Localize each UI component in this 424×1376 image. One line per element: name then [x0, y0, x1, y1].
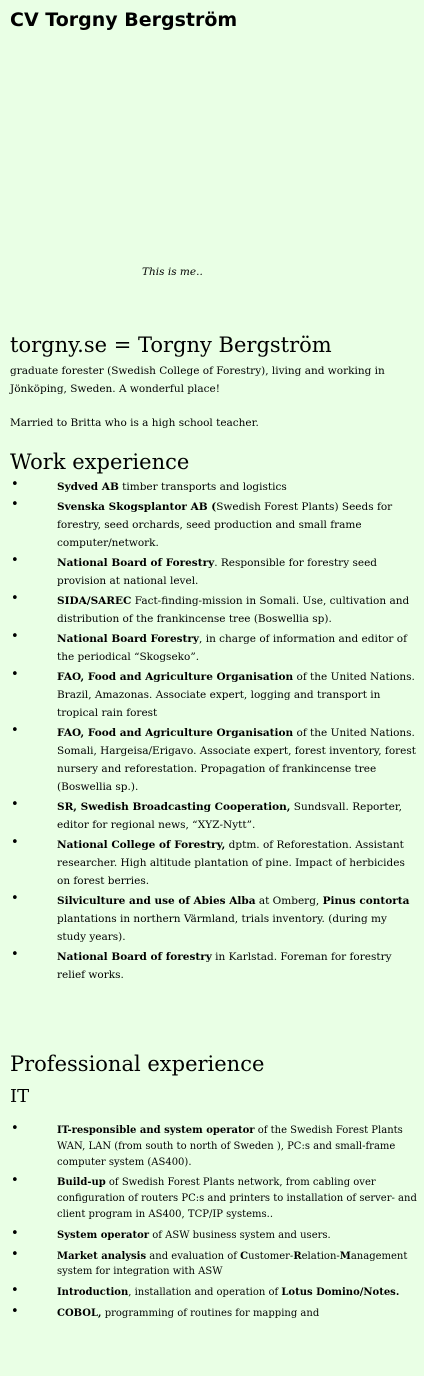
- item-text: in Karlstad. Foreman for forestry relief works.: [57, 951, 392, 981]
- item-text-2: ustomer-: [248, 1250, 294, 1262]
- list-item: [0, 1123, 424, 1170]
- item-text: of the United Nations. Somali, Hargeisa/Erigavo. Associate expert, forest inventory, forest nursery and reforestation. Propagation of frankincense tree (Boswellia sp.).: [57, 727, 416, 793]
- item-text: of Swedish Forest Plants network, from cabling over configuration of routers PC:s and printers to installation of server- and client program in AS400, TCP/IP systems..: [57, 1177, 417, 1220]
- profile-photo: [10, 40, 310, 260]
- list-item: [0, 498, 424, 552]
- item-title-2: C: [240, 1250, 249, 1262]
- item-text: timber transports and logistics: [118, 481, 287, 493]
- married-text: Married to Britta who is a high school teacher.: [10, 417, 259, 429]
- item-title: Silviculture and use of Abies Alba: [57, 895, 256, 907]
- item-text: . Responsible for forestry seed provision at national level.: [57, 557, 378, 587]
- item-title-4: M: [339, 1250, 351, 1262]
- list-item: [0, 724, 424, 796]
- item-text: dptm. of Reforestation. Assistant researcher. High altitude plantation of pine. Impact of herbicides on forest berries.: [57, 839, 405, 887]
- item-text: Sundsvall. Reporter, editor for regional news, “XYZ-Nytt”.: [57, 801, 403, 831]
- list-item: [0, 478, 424, 496]
- item-text: and evaluation of: [146, 1250, 241, 1262]
- list-item: [0, 592, 424, 628]
- item-text: programming of routines for mapping and: [101, 1307, 320, 1319]
- professional-experience-list: [0, 1123, 424, 1327]
- item-text: of the United Nations. Brazil, Amazonas. Associate expert, logging and transport in tropical rain forest: [57, 671, 415, 719]
- list-item: [0, 1285, 424, 1301]
- list-item: [0, 1175, 424, 1222]
- item-text-2: plantations in northern Värmland, trials inventory. (during my study years).: [57, 913, 387, 943]
- item-text: Swedish Forest Plants) Seeds for forestry, seed orchards, seed production and small frame computer/network.: [57, 501, 393, 549]
- photo-caption: This is me..: [142, 266, 203, 278]
- work-experience-heading: Work experience: [10, 450, 190, 474]
- site-heading: torgny.se = Torgny Bergström: [10, 333, 332, 357]
- item-title: Build-up: [57, 1177, 106, 1189]
- page-title: CV Torgny Bergström: [10, 9, 238, 31]
- item-text: at Omberg,: [255, 895, 323, 907]
- list-item: [0, 668, 424, 722]
- work-experience-list: [0, 478, 424, 986]
- item-title: System operator: [57, 1229, 150, 1241]
- it-subheading: IT: [10, 1086, 30, 1107]
- list-item: [0, 630, 424, 666]
- list-item: [0, 948, 424, 984]
- item-title: IT-responsible and system operator: [57, 1125, 255, 1136]
- item-title: FAO, Food and Agriculture Organisation: [57, 671, 294, 683]
- item-text-3: elation-: [301, 1250, 340, 1262]
- item-title: SR, Swedish Broadcasting Cooperation,: [57, 801, 291, 813]
- item-title: SIDA/SAREC: [57, 595, 132, 607]
- item-title: National Board of forestry: [57, 951, 212, 963]
- item-text-4: anagement system for integration with ASW: [57, 1250, 408, 1278]
- list-item: [0, 554, 424, 590]
- list-item: [0, 798, 424, 834]
- item-text: , installation and operation of: [128, 1287, 282, 1299]
- item-text: of the Swedish Forest Plants WAN, LAN (from south to north of Sweden ), PC:s and small-frame computer system (AS400).: [57, 1125, 403, 1168]
- item-text: of ASW business system and users.: [149, 1229, 331, 1241]
- list-item: [0, 1306, 424, 1322]
- professional-experience-heading: Professional experience: [10, 1052, 265, 1076]
- item-title: Introduction: [57, 1287, 129, 1299]
- item-title: Svenska Skogsplantor AB (: [57, 501, 217, 513]
- list-item: [0, 892, 424, 946]
- item-title: Market analysis: [57, 1250, 147, 1262]
- item-title-2: Pinus contorta: [322, 895, 410, 907]
- item-title: National Board Forestry: [57, 633, 200, 645]
- list-item: [0, 1228, 424, 1244]
- item-title: National College of Forestry,: [57, 839, 226, 851]
- item-title: National Board of Forestry: [57, 557, 215, 569]
- item-title: COBOL,: [57, 1307, 102, 1319]
- item-title: Sydved AB: [57, 481, 119, 493]
- item-text: , in charge of information and editor of the periodical “Skogseko”.: [57, 633, 407, 663]
- item-title: FAO, Food and Agriculture Organisation: [57, 727, 294, 739]
- item-text: Fact-finding-mission in Somali. Use, cultivation and distribution of the frankincense tree (Boswellia sp).: [57, 595, 410, 625]
- list-item: [0, 836, 424, 890]
- item-title-3: R: [293, 1250, 302, 1262]
- list-item: [0, 1249, 424, 1281]
- intro-text: graduate forester (Swedish College of Forestry), living and working in Jönköping, Sweden. A wonderful place!: [10, 365, 385, 395]
- item-title-2: Lotus Domino/Notes.: [281, 1287, 400, 1299]
